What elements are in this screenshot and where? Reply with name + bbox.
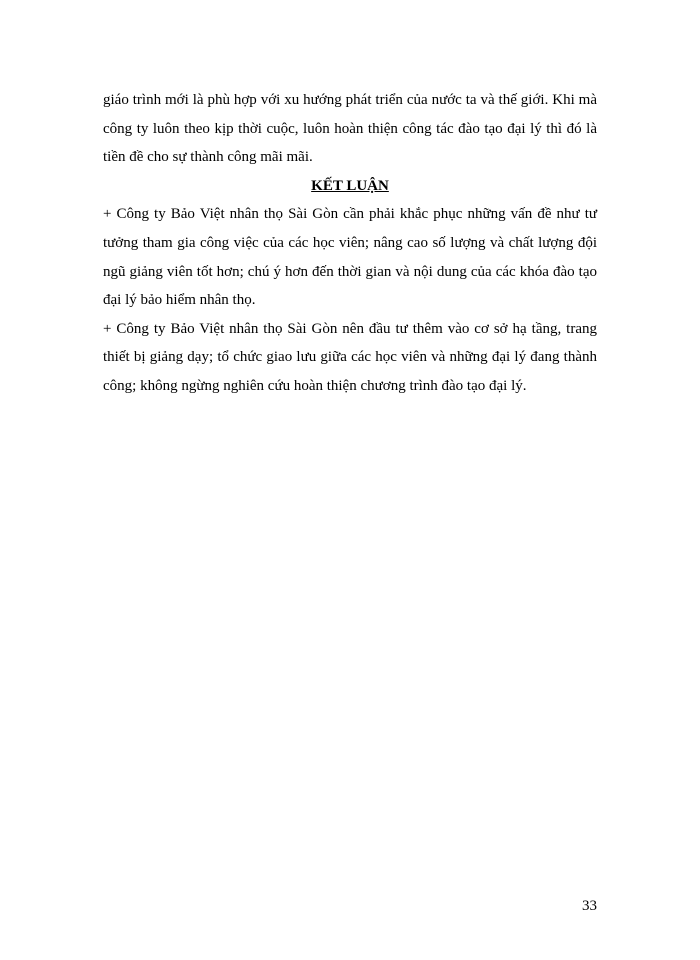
page-body	[103, 86, 597, 401]
page-number: 33	[582, 898, 597, 914]
conclusion-item-1: + Công ty Bảo Việt nhân thọ Sài Gòn cần phải khắc phục những vấn đề như tư tưởng tham gia công việc của các học viên; nâng cao số lượng và chất lượng đội ngũ giảng viên tốt hơn; chú ý hơn đến thời gian và nội dung của các khóa đào tạo đại lý bảo hiểm nhân thọ.	[103, 206, 597, 309]
conclusion-item-2: + Công ty Bảo Việt nhân thọ Sài Gòn nên đầu tư thêm vào cơ sở hạ tầng, trang thiết bị giảng dạy; tổ chức giao lưu giữa các học viên và những đại lý đang thành công; không ngừng nghiên cứu hoàn thiện chương trình đào tạo đại lý.	[103, 320, 597, 394]
conclusion-heading: KẾT LUẬN	[311, 177, 389, 194]
intro-paragraph: giáo trình mới là phù hợp với xu hướng phát triển của nước ta và thế giới. Khi mà công ty luôn theo kịp thời cuộc, luôn hoàn thiện công tác đào tạo đại lý thì đó là tiền đề cho sự thành công mãi mãi.	[103, 92, 597, 166]
